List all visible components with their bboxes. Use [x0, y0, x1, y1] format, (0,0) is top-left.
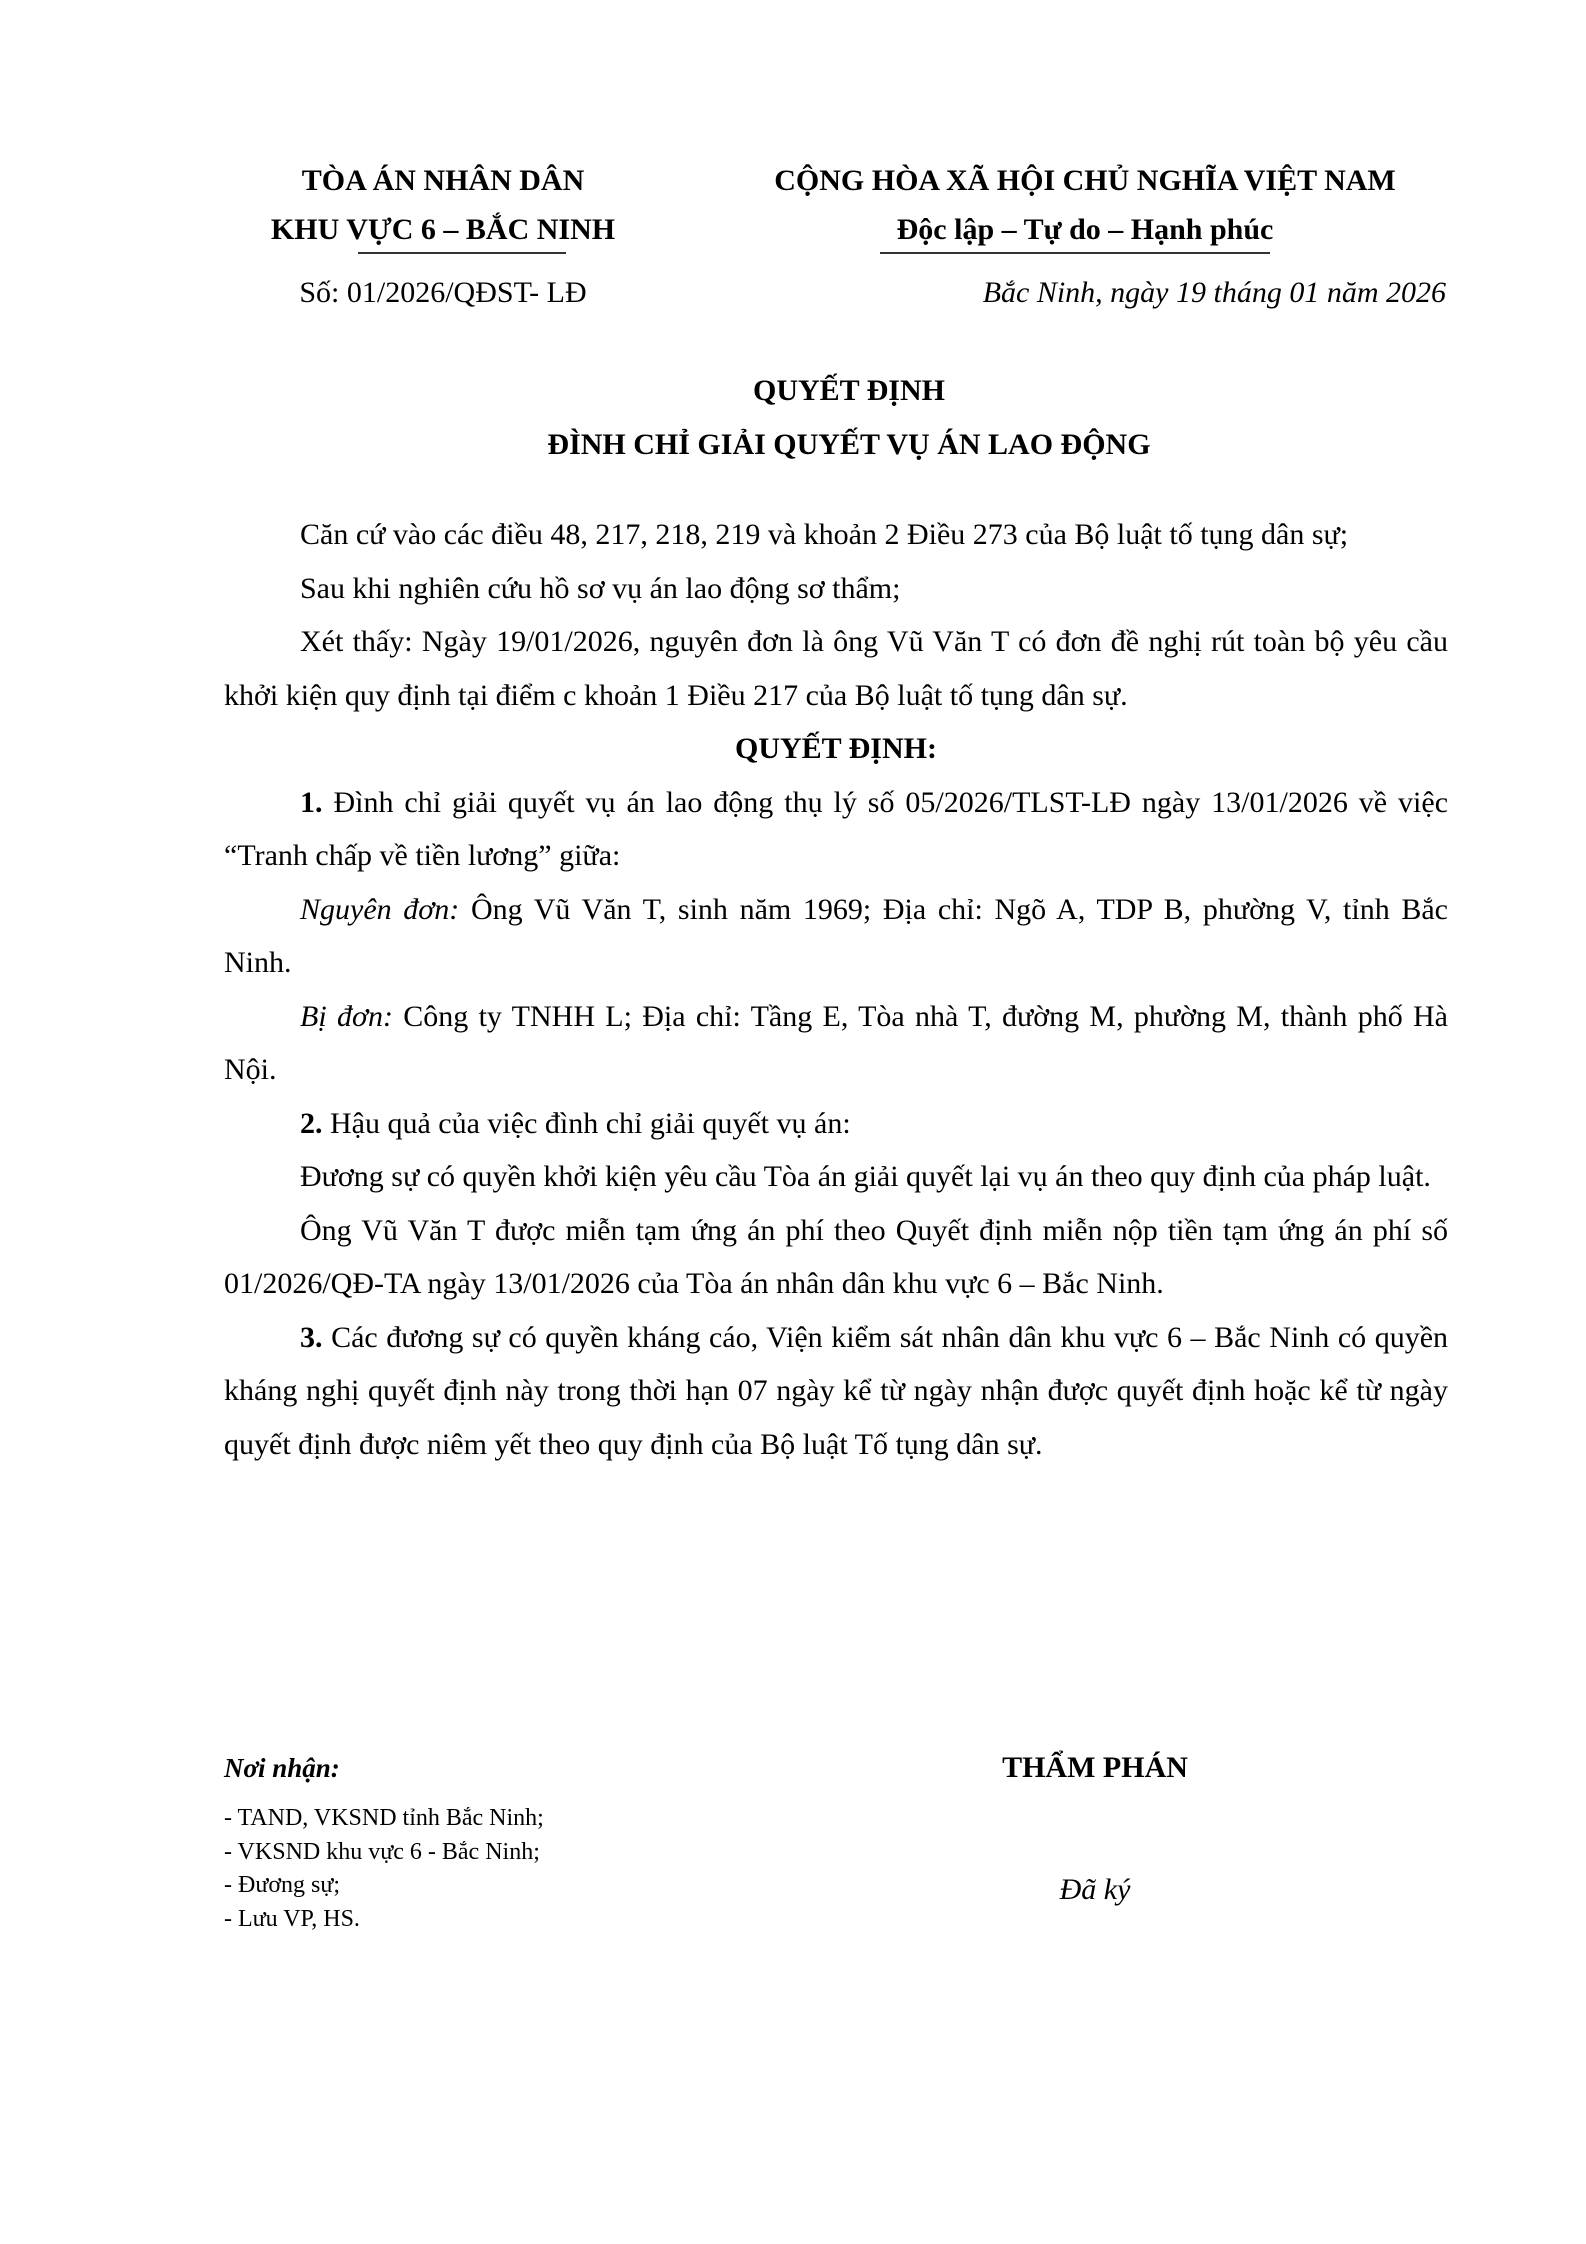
court-name-line1: TÒA ÁN NHÂN DÂN — [301, 164, 585, 197]
document-body — [224, 508, 1448, 1471]
review-paragraph: Sau khi nghiên cứu hồ sơ vụ án lao động sơ thẩm; — [300, 571, 901, 605]
signature-status: Đã ký — [1059, 1873, 1131, 1906]
plaintiff-details: Ông Vũ Văn T, sinh năm 1969; Địa chỉ: Ngõ A, TDP B, phường V, tỉnh Bắc Ninh. — [224, 892, 1448, 979]
court-name-underline — [358, 252, 566, 254]
defendant-details: Công ty TNHH L; Địa chỉ: Tầng E, Tòa nhà T, đường M, phường M, thành phố Hà Nội. — [224, 999, 1448, 1086]
court-name-block — [218, 163, 668, 248]
national-motto-block — [720, 163, 1450, 248]
section-2-consequence-paragraph: Đương sự có quyền khởi kiện yêu cầu Tòa án giải quyết lại vụ án theo quy định của pháp luật. — [300, 1160, 1431, 1193]
section-2-text: Hậu quả của việc đình chỉ giải quyết vụ án: — [330, 1106, 851, 1140]
document-subtitle: ĐÌNH CHỈ GIẢI QUYẾT VỤ ÁN LAO ĐỘNG — [547, 428, 1151, 461]
section-3-number: 3. — [300, 1320, 323, 1354]
signer-title: THẨM PHÁN — [1002, 1751, 1188, 1784]
national-motto-underline — [880, 252, 1270, 254]
section-3-paragraph — [224, 1311, 1448, 1472]
section-2-paragraph — [224, 1097, 1448, 1151]
recipient-item: - TAND, VKSND tỉnh Bắc Ninh; — [224, 1805, 544, 1831]
defendant-paragraph — [224, 990, 1448, 1097]
recipients-heading: Nơi nhận: — [224, 1753, 340, 1783]
section-1-text: Đình chỉ giải quyết vụ án lao động thụ lý số 05/2026/TLST-LĐ ngày 13/01/2026 về việc “Tranh chấp về tiền lương” giữa: — [224, 785, 1449, 872]
section-2-number: 2. — [300, 1106, 323, 1140]
decision-heading: QUYẾT ĐỊNH: — [735, 732, 937, 765]
section-1-paragraph — [224, 776, 1448, 883]
court-name-line2: KHU VỰC 6 – BẮC NINH — [270, 213, 616, 246]
recipient-item: - Lưu VP, HS. — [224, 1905, 360, 1932]
section-3-text: Các đương sự có quyền kháng cáo, Viện kiểm sát nhân dân khu vực 6 – Bắc Ninh có quyền kháng nghị quyết định này trong thời hạn 07 ngày kể từ ngày nhận được quyết định hoặc kể từ ngày quyết định được niêm yết theo quy định của Bộ luật Tố tụng dân sự. — [224, 1320, 1449, 1461]
recipient-item: - VKSND khu vực 6 - Bắc Ninh; — [224, 1838, 540, 1865]
defendant-label: Bị đơn: — [300, 999, 393, 1033]
findings-paragraph: Xét thấy: Ngày 19/01/2026, nguyên đơn là ông Vũ Văn T có đơn đề nghị rút toàn bộ yêu cầu khởi kiện quy định tại điểm c khoản 1 Điều 217 của Bộ luật tố tụng dân sự. — [224, 625, 1448, 712]
recipient-item: - Đương sự; — [224, 1872, 341, 1898]
place-and-date: Bắc Ninh, ngày 19 tháng 01 năm 2026 — [982, 276, 1446, 309]
legal-basis-paragraph: Căn cứ vào các điều 48, 217, 218, 219 và khoản 2 Điều 273 của Bộ luật tố tụng dân sự; — [300, 518, 1349, 551]
national-name: CỘNG HÒA XÃ HỘI CHỦ NGHĨA VIỆT NAM — [774, 164, 1396, 197]
section-2-fee-exemption-paragraph: Ông Vũ Văn T được miễn tạm ứng án phí theo Quyết định miễn nộp tiền tạm ứng án phí số 01/2026/QĐ-TA ngày 13/01/2026 của Tòa án nhân dân khu vực 6 – Bắc Ninh. — [224, 1213, 1448, 1300]
section-1-number: 1. — [300, 785, 323, 819]
document-number: Số: 01/2026/QĐST- LĐ — [299, 276, 587, 309]
recipients-block — [224, 1750, 544, 1936]
plaintiff-label: Nguyên đơn: — [300, 892, 460, 926]
national-motto: Độc lập – Tự do – Hạnh phúc — [896, 213, 1274, 246]
plaintiff-paragraph — [224, 883, 1448, 990]
document-title: QUYẾT ĐỊNH — [753, 374, 945, 407]
